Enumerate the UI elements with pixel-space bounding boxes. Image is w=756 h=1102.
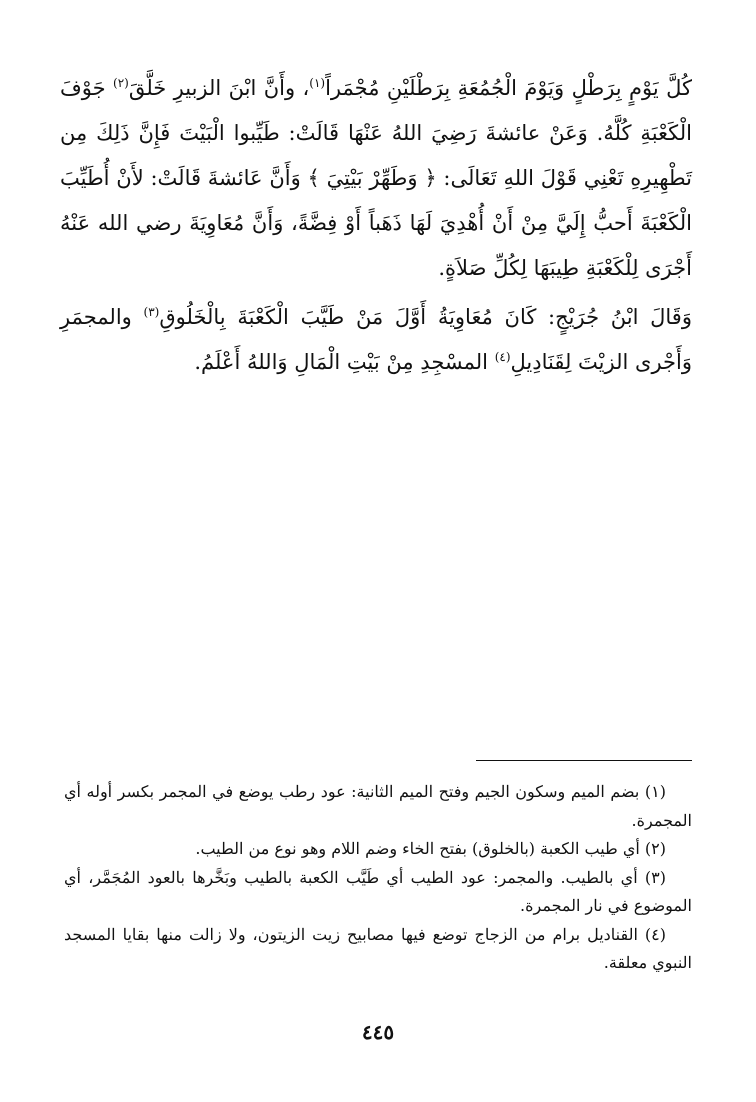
page-number: ٤٤٥ (361, 1020, 395, 1044)
footnote-ref-3[interactable]: (٣) (143, 305, 160, 319)
footnotes (64, 778, 692, 978)
footnote-1: (١) بضم الميم وسكون الجيم وفتح الميم الثانية: عود رطب يوضع في المجمر بكسر أوله أي المجمرة. (64, 782, 692, 830)
footnote-3: (٣) أي بالطيب. والمجمر: عود الطيب أي طَيَّب الكعبة بالطيب وبَخَّرها بالعود المُجَمَّر، أي الموضوع في نار المجمرة. (64, 867, 692, 915)
paragraph-2-part-b: والمجمَرِ وَأَجْرى الزيْتَ لِقَنَادِيلِ (60, 305, 692, 374)
paragraph-1-part-c: جَوْفَ الْكَعْبَةِ كُلَّهُ. وَعَنْ عائشةَ رَضِيَ اللهُ عَنْهَا قَالَتْ: طَيِّبوا الْبَيْتَ فَإِنَّ ذَلِكَ مِن تَطْهِيرِهِ تَعْنِي قَوْلَ اللهِ تَعَالَى: ﴿ وَطَهِّرْ بَيْتِيَ ﴾ وَأَنَّ عَائشةَ قَالَتْ: لأَنْ أُطَيِّبَ الْكَعْبَةَ أَحبُّ إِلَيَّ مِنْ أَنْ أُهْدِيَ لَهَا ذَهَباً أَوْ فِضَّةً، وَأَنَّ مُعَاوِيَةَ رضي الله عَنْهُ أَجْرَى لِلْكَعْبَةِ طِيبَهَا لِكُلِّ صَلاَةٍ. (60, 76, 692, 280)
footnote-4: (٤) القناديل برام من الزجاج توضع فيها مصابيح زيت الزيتون، ولا زالت منها بقايا المسجد النبوي معلقة. (64, 924, 692, 972)
paragraph-1-part-b: ، وأَنَّ ابْنَ الزبيرِ خَلَّقَ (128, 76, 310, 100)
paragraph-1-part-a: كُلَّ يَوْمٍ بِرَطْلٍ وَيَوْمَ الْجُمُعَةِ بِرَطْلَيْنِ مُجْمَراً (325, 76, 693, 100)
footnote-2: (٢) أي طيب الكعبة (بالخلوق) بفتح الخاء وضم اللام وهو نوع من الطيب. (195, 839, 666, 858)
footnote-separator (476, 760, 692, 761)
paragraph-2-part-c: المسْجِدِ مِنْ بَيْتِ الْمَالِ وَاللهُ أَعْلَمُ. (194, 350, 488, 374)
paragraph-1 (60, 66, 692, 291)
footnote-ref-1[interactable]: (١) (309, 76, 326, 90)
paragraph-2-part-a: وَقَالَ ابْنُ جُرَيْجٍ: كَانَ مُعَاوِيَةُ أَوَّلَ مَنْ طَيَّبَ الْكَعْبَةَ بِالْخَلُوقِ (159, 305, 692, 329)
main-text (60, 66, 692, 385)
footnote-ref-4[interactable]: (٤) (494, 350, 511, 364)
paragraph-2 (60, 295, 692, 385)
footnote-ref-2[interactable]: (٢) (113, 76, 129, 90)
